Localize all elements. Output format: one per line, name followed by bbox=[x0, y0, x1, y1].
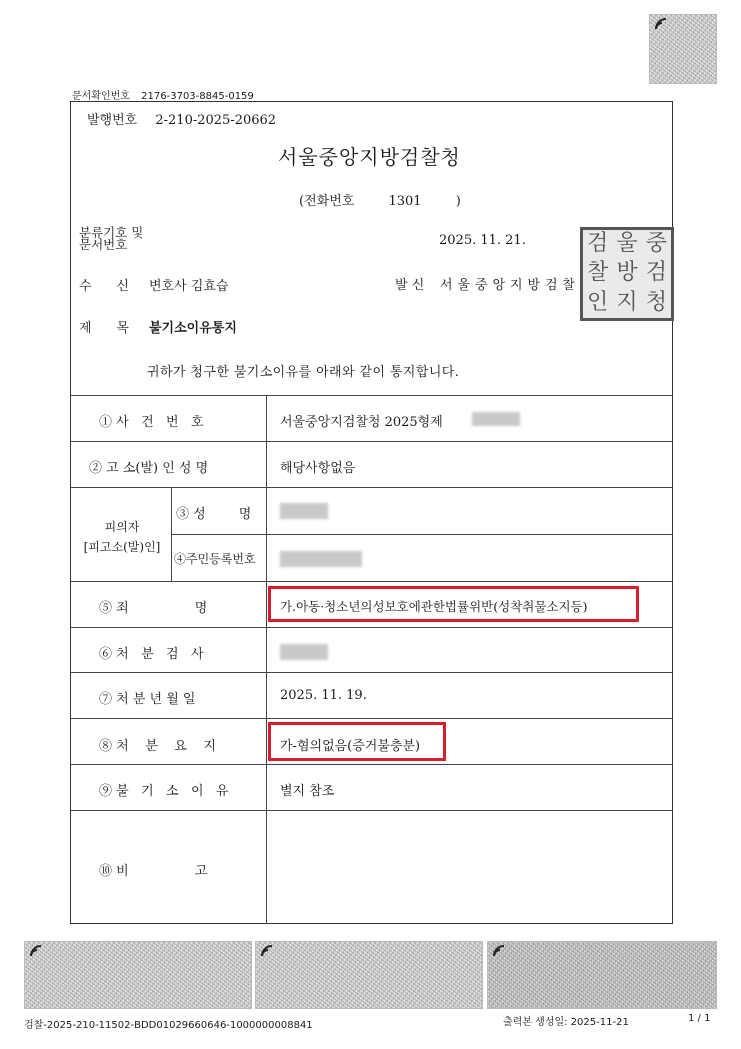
disposition-summary-label: ⑧ 처 분 요 지 bbox=[99, 739, 216, 754]
suspect-label: 피의자 [피고소(발)인] bbox=[83, 520, 161, 554]
footer-generated-date: 출력본 생성일: 2025-11-21 bbox=[503, 1017, 629, 1028]
issue-row bbox=[87, 109, 276, 128]
sender-label: 발 신 bbox=[395, 278, 425, 293]
signal-icon bbox=[260, 944, 274, 958]
phone-close: ) bbox=[455, 194, 461, 209]
footer-page: 1 / 1 bbox=[688, 1013, 711, 1024]
verification-pattern-bottom-2 bbox=[255, 941, 483, 1009]
row-line-8 bbox=[70, 764, 673, 765]
doc-verify-label: 문서확인번호 bbox=[72, 91, 130, 102]
prosecutor-redacted bbox=[280, 644, 328, 660]
document-frame bbox=[70, 101, 673, 924]
complainant-label: ② 고 소(발) 인 성 명 bbox=[89, 461, 209, 476]
prosecutor-label: ⑥ 처 분 검 사 bbox=[99, 647, 204, 662]
row-line-5 bbox=[70, 627, 673, 628]
recipient-label: 수 신 bbox=[79, 279, 129, 294]
phone-label: (전화번호 bbox=[299, 194, 355, 209]
phone-number: 1301 bbox=[388, 194, 422, 209]
issue-number: 2-210-2025-20662 bbox=[155, 113, 277, 128]
row-line-1 bbox=[70, 441, 673, 442]
complainant-value: 해당사항없음 bbox=[280, 461, 356, 476]
verification-pattern-bottom-3 bbox=[487, 941, 717, 1009]
suspect-subdivider bbox=[171, 487, 172, 581]
reason-value: 별지 참조 bbox=[280, 784, 335, 799]
recipient-value: 변호사 김효습 bbox=[149, 279, 229, 294]
row-line-3 bbox=[171, 534, 673, 535]
row-line-4 bbox=[70, 581, 673, 582]
case-number-label: ① 사 건 번 호 bbox=[99, 415, 204, 430]
remarks-label: ⑩ 비 고 bbox=[99, 864, 208, 879]
signal-icon bbox=[654, 17, 668, 31]
phone-row bbox=[299, 190, 461, 209]
charge-label: ⑤ 죄 명 bbox=[99, 601, 208, 616]
charge-value: 가.아동·청소년의성보호에관한법률위반(성착취물소지등) bbox=[280, 599, 588, 614]
subject-label: 제 목 bbox=[79, 321, 129, 336]
signal-icon bbox=[492, 944, 506, 958]
case-number-redacted bbox=[472, 412, 520, 426]
document-date: 2025. 11. 21. bbox=[439, 233, 526, 248]
name-redacted bbox=[280, 503, 328, 519]
subject-value: 불기소이유통지 bbox=[149, 321, 237, 336]
disposition-summary-highlight bbox=[268, 722, 446, 761]
official-seal: 검 울 중 찰 방 검 인 지 청 bbox=[580, 227, 674, 321]
footer-code: 검찰-2025-210-11502-BDD01029660646-1000000008841 bbox=[24, 1020, 313, 1031]
case-number-value: 서울중앙지검찰청 2025형제 bbox=[280, 415, 443, 430]
row-line-2 bbox=[70, 487, 673, 488]
reason-label: ⑨ 불 기 소 이 유 bbox=[99, 784, 229, 799]
intro-text: 귀하가 청구한 불기소이유를 아래와 같이 통지합니다. bbox=[147, 365, 460, 380]
classification-label: 분류기호 및 문서번호 bbox=[79, 225, 144, 252]
disposition-date-value: 2025. 11. 19. bbox=[280, 688, 367, 703]
row-line-9 bbox=[70, 810, 673, 811]
verification-pattern-bottom-1 bbox=[24, 941, 252, 1009]
table-top-line bbox=[70, 395, 673, 396]
agency-title: 서울중앙지방검찰청 bbox=[278, 145, 461, 169]
row-line-7 bbox=[70, 718, 673, 719]
charge-highlight bbox=[268, 586, 639, 622]
issue-label: 발행번호 bbox=[87, 113, 138, 128]
disposition-date-label: ⑦ 처 분 년 월 일 bbox=[99, 692, 196, 707]
name-label: ③ 성 명 bbox=[176, 507, 252, 522]
resident-no-redacted bbox=[280, 551, 362, 567]
verification-pattern-top bbox=[649, 14, 717, 84]
row-line-6 bbox=[70, 672, 673, 673]
disposition-summary-value: 가-혐의없음(증거불충분) bbox=[280, 739, 421, 754]
signal-icon bbox=[29, 944, 43, 958]
doc-verify-row bbox=[72, 87, 254, 102]
resident-no-label: ④주민등록번호 bbox=[174, 552, 256, 566]
sender-value: 서 울 중 앙 지 방 검 찰 bbox=[440, 278, 576, 293]
column-divider bbox=[266, 395, 267, 924]
doc-verify-number: 2176-3703-8845-0159 bbox=[141, 91, 254, 102]
